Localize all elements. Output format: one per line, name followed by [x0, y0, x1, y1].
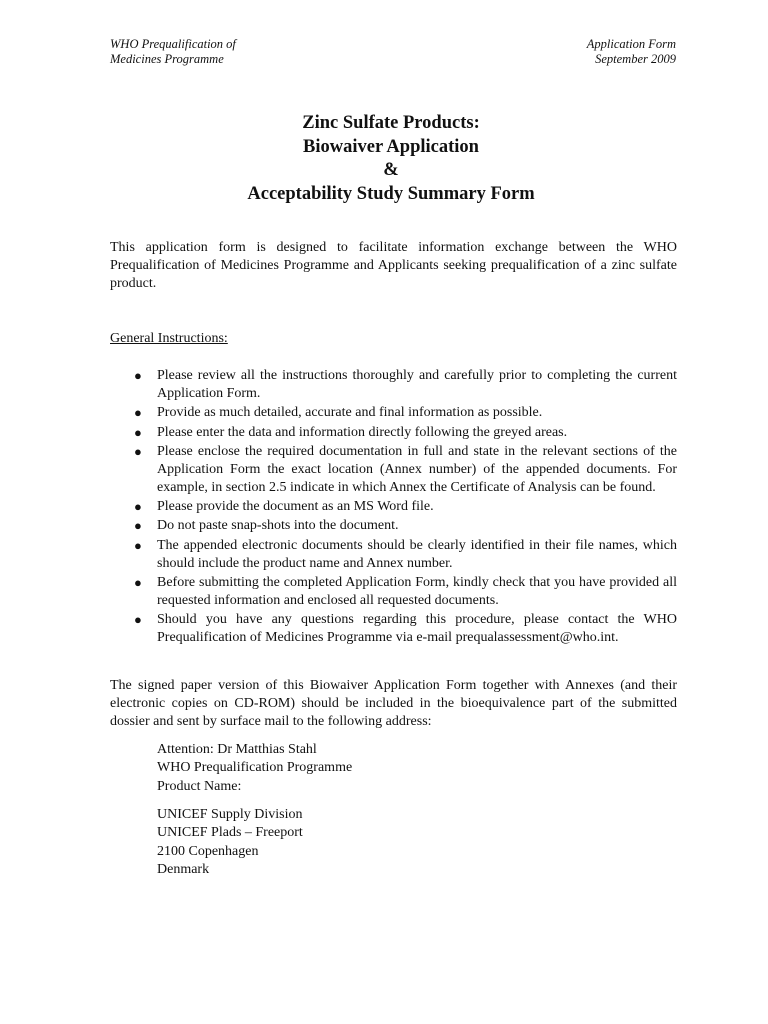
title-line-3: &: [383, 160, 399, 180]
list-item-text: Should you have any questions regarding this procedure, please contact the WHO Prequalification of Medicines Programme via e-mail prequalassessment@who.int.: [157, 612, 677, 645]
address-line: 2100 Copenhagen: [157, 843, 259, 859]
list-item: [110, 443, 677, 496]
bullet-icon: ●: [134, 612, 142, 628]
title-line-1: Zinc Sulfate Products:: [302, 113, 480, 133]
title-line-4: Acceptability Study Summary Form: [247, 183, 535, 204]
header-date: September 2009: [595, 52, 676, 66]
list-item-text: Please review all the instructions thoroughly and carefully prior to completing the current Application Form.: [157, 368, 677, 401]
list-item: [110, 424, 677, 442]
bullet-icon: ●: [134, 574, 142, 590]
list-item-text: Please enclose the required documentation in full and state in the relevant sections of the Application Form the exact location (Annex number) of the appended documents. For example, in section 2.5 indicate in which Annex the Certificate of Analysis can be found.: [157, 443, 677, 495]
list-item: [110, 517, 677, 535]
list-item-text: Do not paste snap-shots into the document.: [157, 518, 399, 534]
intro-paragraph: This application form is designed to facilitate information exchange between the WHO Prequalification of Medicines Programme and Applicants seeking prequalification of a zinc sulfate product.: [110, 240, 677, 291]
bullet-icon: ●: [134, 368, 142, 383]
general-instructions-heading: General Instructions:: [110, 331, 228, 346]
list-item-text: Please provide the document as an MS Word file.: [157, 498, 434, 514]
programme-line: WHO Prequalification Programme: [157, 760, 353, 776]
header-right: [587, 37, 676, 67]
address-line: Denmark: [157, 861, 210, 877]
bullet-icon: ●: [134, 424, 142, 440]
list-item-text: Before submitting the completed Application Form, kindly check that you have provided all requested information and enclosed all requested documents.: [157, 574, 677, 608]
header-programme: Medicines Programme: [110, 52, 224, 66]
header-form-type: Application Form: [586, 37, 676, 51]
title-line-2: Biowaiver Application: [303, 136, 479, 157]
address-line: UNICEF Supply Division: [157, 807, 303, 822]
header-organization: WHO Prequalification of: [110, 37, 236, 51]
list-item-text: Provide as much detailed, accurate and final information as possible.: [157, 405, 543, 421]
list-item-text: The appended electronic documents should be clearly identified in their file names, which should include the product name and Annex number.: [157, 537, 677, 571]
list-item: [110, 574, 677, 610]
list-item: [110, 367, 677, 403]
instructions-list: [110, 367, 677, 648]
list-item-text: Please enter the data and information directly following the greyed areas.: [157, 424, 568, 440]
document-title: [0, 112, 768, 206]
list-item: [110, 611, 677, 647]
submission-paragraph: The signed paper version of this Biowaiver Application Form together with Annexes (and their electronic copies on CD-ROM) should be included in the bioequivalence part of the submitted dossier and sent by surface mail to the following address:: [110, 678, 677, 729]
product-name-line: Product Name:: [157, 778, 242, 794]
list-item: [110, 404, 677, 422]
bullet-icon: ●: [134, 405, 142, 421]
attention-line: Attention: Dr Matthias Stahl: [157, 742, 317, 757]
mailing-address: [157, 806, 303, 879]
list-item: [110, 498, 677, 516]
bullet-icon: ●: [134, 537, 142, 553]
bullet-icon: ●: [134, 518, 142, 534]
bullet-icon: ●: [134, 498, 142, 514]
attention-block: [157, 741, 352, 796]
bullet-icon: ●: [134, 443, 142, 459]
header-left: [110, 37, 236, 67]
list-item: [110, 537, 677, 573]
address-line: UNICEF Plads – Freeport: [157, 825, 303, 841]
